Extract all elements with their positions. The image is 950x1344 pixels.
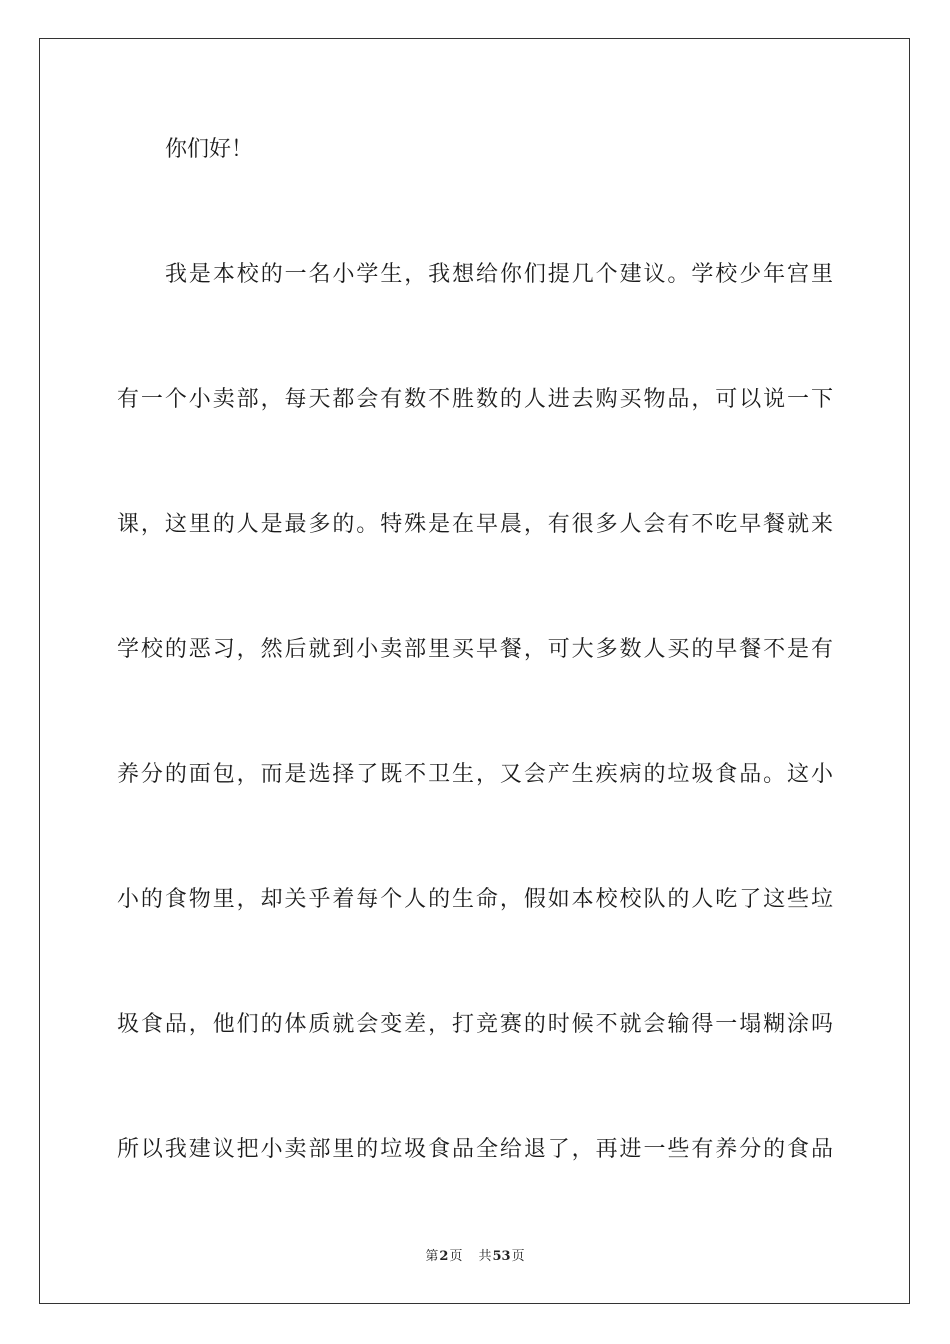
footer-page-suffix: 页 xyxy=(449,1249,463,1264)
body-line-5: 养分的面包，而是选择了既不卫生，又会产生疾病的垃圾食品。这小 xyxy=(117,762,833,787)
page-border xyxy=(39,38,910,1304)
page-footer xyxy=(0,1249,950,1265)
footer-total-prefix: 共 xyxy=(478,1249,492,1264)
footer-page-prefix: 第 xyxy=(425,1249,439,1264)
footer-page-number: 2 xyxy=(439,1249,449,1264)
greeting-line: 你们好！ xyxy=(165,137,254,162)
body-line-8: 所以我建议把小卖部里的垃圾食品全给退了，再进一些有养分的食品 xyxy=(117,1137,833,1162)
body-line-3: 课，这里的人是最多的。特殊是在早晨，有很多人会有不吃早餐就来 xyxy=(117,512,833,537)
body-line-4: 学校的恶习，然后就到小卖部里买早餐，可大多数人买的早餐不是有 xyxy=(117,637,833,662)
body-line-6: 小的食物里，却关乎着每个人的生命，假如本校校队的人吃了这些垃 xyxy=(117,887,833,912)
body-line-7: 圾食品，他们的体质就会变差，打竞赛的时候不就会输得一塌糊涂吗 xyxy=(117,1012,833,1037)
footer-total-pages: 53 xyxy=(492,1249,511,1264)
body-line-2: 有一个小卖部，每天都会有数不胜数的人进去购买物品，可以说一下 xyxy=(117,387,833,412)
footer-total-suffix: 页 xyxy=(511,1249,525,1264)
body-line-1: 我是本校的一名小学生，我想给你们提几个建议。学校少年宫里 xyxy=(165,262,833,287)
